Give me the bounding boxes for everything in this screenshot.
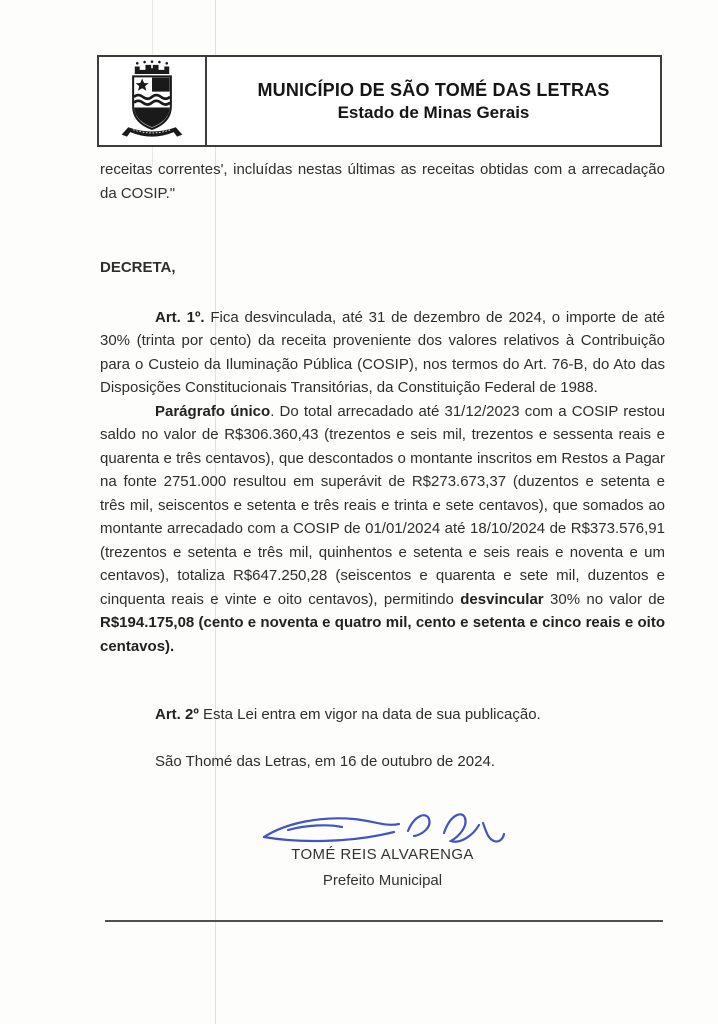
paragrafo-unico-paragraph: Parágrafo único. Do total arrecadado até 31/12/2023 com a COSIP restou saldo no valor de R$306.360,43 (trezentos e seis mil, trezentos e sessenta reais e quarenta e três centavos), que descontados o montante inscritos em Restos a Pagar na fonte 2751.000 resultou em superávit de R$273.673,37 (duzentos e setenta e três mil, seiscentos e setenta e três reais e trinta e sete centavos), que somados ao montante arrecadado com a COSIP de 01/01/2024 até 18/10/2024 de R$373.576,91 (trezentos e setenta e três mil, quinhentos e setenta e seis reais e noventa e um centavos), totaliza R$647.250,28 (seiscentos e quarenta e sete mil, duzentos e cinquenta reais e vinte e oito centavos), permitindo desvincular 30% no valor de R$194.175,08 (cento e noventa e quatro mil, cento e setenta e cinco reais e oito centavos). xyxy=(100,402,665,655)
footer-divider xyxy=(105,920,663,922)
document-header xyxy=(97,55,662,147)
signature-block xyxy=(100,803,665,895)
signer-role: Prefeito Municipal xyxy=(322,871,443,889)
intro-continuation-paragraph: receitas correntes', incluídas nestas últimas as receitas obtidas com a arrecadação da COSIP." xyxy=(100,161,665,202)
signer-name: TOMÉ REIS ALVARENGA xyxy=(291,846,474,863)
logo-cell xyxy=(99,57,207,145)
coat-of-arms-icon xyxy=(113,60,191,142)
date-place-line: São Thomé das Letras, em 16 de outubro de 2024. xyxy=(155,752,495,770)
header-text xyxy=(207,57,660,145)
article-1-paragraph: Art. 1º. Fica desvinculada, até 31 de dezembro de 2024, o importe de até 30% (trinta por cento) da receita proveniente dos valores relativos à Contribuição para o Custeio da Iluminação Pública (COSIP), nos termos do Art. 76-B, do Ato das Disposições Constitucionais Transitórias, da Constituição Federal de 1988. xyxy=(100,308,665,396)
municipality-title: MUNICÍPIO DE SÃO TOMÉ DAS LETRAS xyxy=(257,79,610,100)
decree-body xyxy=(100,158,665,895)
article-2-paragraph: Art. 2º Esta Lei entra em vigor na data de sua publicação. xyxy=(155,706,541,723)
decreta-heading: DECRETA, xyxy=(100,259,176,276)
state-subtitle: Estado de Minas Gerais xyxy=(337,102,530,122)
